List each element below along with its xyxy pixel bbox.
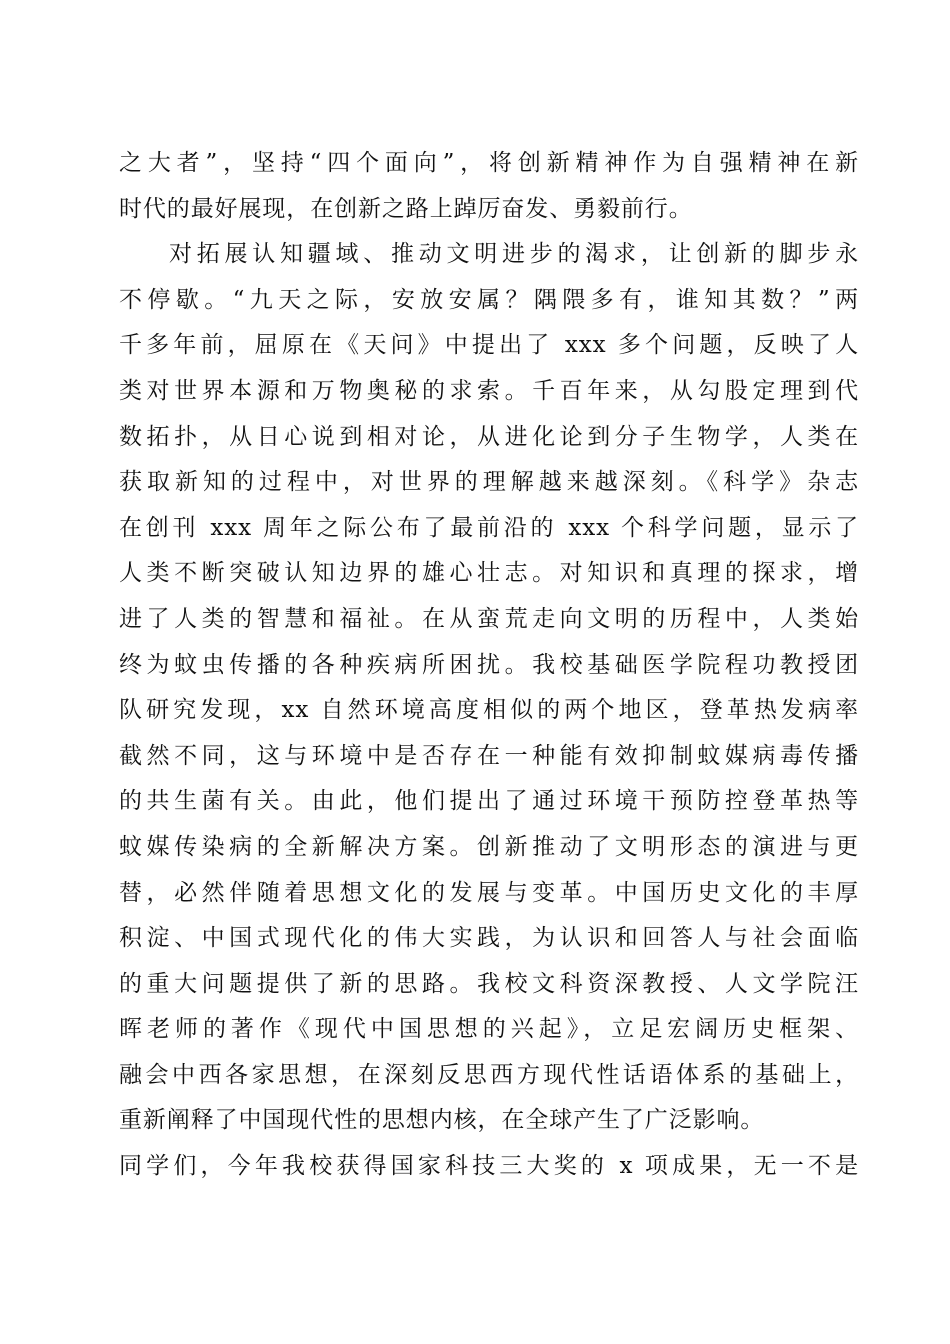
text-line: 人类不断突破认知边界的雄心壮志。对知识和真理的探求，增 [119, 560, 859, 587]
text-line: 之大者”，坚持“四个面向”，将创新精神作为自强精神在新 [119, 150, 859, 176]
text-line: 积淀、中国式现代化的伟大实践，为认识和回答人与社会面临 [119, 925, 859, 952]
body-text [119, 141, 859, 1190]
text-line: 队研究发现，xx 自然环境高度相似的两个地区，登革热发病率 [119, 697, 859, 724]
text-line: 重新阐释了中国现代性的思想内核，在全球产生了广泛影响。 [119, 1107, 765, 1134]
text-line: 替，必然伴随着思想文化的发展与变革。中国历史文化的丰厚 [119, 879, 859, 906]
text-line: 获取新知的过程中，对世界的理解越来越深刻。《科学》杂志 [119, 469, 859, 496]
text-line: 对拓展认知疆域、推动文明进步的渴求，让创新的脚步永 [169, 241, 859, 268]
text-line: 类对世界本源和万物奥秘的求索。千百年来，从勾股定理到代 [119, 377, 859, 404]
text-line: 不停歇。“九天之际，安放安属？隅隈多有，谁知其数？”两 [119, 286, 859, 313]
text-line: 融会中西各家思想，在深刻反思西方现代性话语体系的基础上， [119, 1061, 859, 1088]
text-line: 千多年前，屈原在《天问》中提出了 xxx 多个问题，反映了人 [119, 332, 859, 359]
text-line: 进了人类的智慧和福祉。在从蛮荒走向文明的历程中，人类始 [119, 605, 859, 632]
text-line: 同学们，今年我校获得国家科技三大奖的 x 项成果，无一不是 [119, 1153, 859, 1180]
text-line: 的共生菌有关。由此，他们提出了通过环境干预防控登革热等 [119, 788, 859, 815]
text-line: 截然不同，这与环境中是否存在一种能有效抑制蚊媒病毒传播 [119, 742, 859, 769]
text-line: 晖老师的著作《现代中国思想的兴起》，立足宏阔历史框架、 [119, 1016, 859, 1043]
text-line: 时代的最好展现，在创新之路上踔厉奋发、勇毅前行。 [119, 195, 693, 222]
text-line: 在创刊 xxx 周年之际公布了最前沿的 xxx 个科学问题，显示了 [119, 514, 859, 541]
text-line: 终为蚊虫传播的各种疾病所困扰。我校基础医学院程功教授团 [119, 651, 859, 678]
text-line: 的重大问题提供了新的思路。我校文科资深教授、人文学院汪 [119, 970, 859, 997]
text-line: 蚊媒传染病的全新解决方案。创新推动了文明形态的演进与更 [119, 833, 859, 860]
text-line: 数拓扑，从日心说到相对论，从进化论到分子生物学，人类在 [119, 423, 859, 450]
